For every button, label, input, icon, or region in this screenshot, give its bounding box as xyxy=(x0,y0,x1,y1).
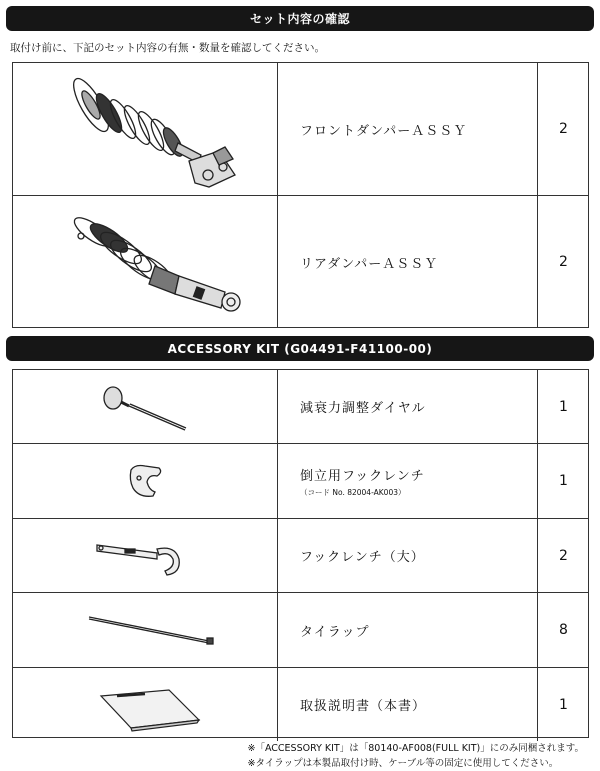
item-qty: 2 xyxy=(559,121,568,137)
item-name: 倒立用フックレンチ xyxy=(300,468,425,484)
item-code: （コード No. 82004-AK003） xyxy=(300,487,406,497)
item-qty: 2 xyxy=(559,254,568,270)
manual-icon xyxy=(13,668,277,741)
intro-text: 取付け前に、下記のセット内容の有無・数量を確認してください。 xyxy=(10,42,325,54)
item-qty: 1 xyxy=(559,473,568,489)
footnote: ※「ACCESSORY KIT」は「80140-AF008(FULL KIT)」にのみ同梱されます。 xyxy=(247,743,584,754)
table-row xyxy=(13,668,588,741)
accessory-table xyxy=(12,369,589,738)
table-row xyxy=(13,370,588,444)
front-damper-icon xyxy=(13,63,277,195)
item-qty: 8 xyxy=(559,622,568,638)
item-name: リアダンパーＡＳＳＹ xyxy=(300,256,439,272)
item-name: 取扱説明書（本書） xyxy=(300,699,427,714)
adjust-dial-icon xyxy=(13,370,277,443)
tie-wrap-icon xyxy=(13,593,277,667)
item-name: 減衰力調整ダイヤル xyxy=(300,401,426,416)
rear-damper-image-cell xyxy=(13,196,278,328)
rear-damper-icon xyxy=(13,196,277,328)
front-damper-image-cell xyxy=(13,63,278,195)
inverted-hook-wrench-icon xyxy=(13,444,277,518)
contents-table xyxy=(12,62,589,328)
footnote: ※タイラップは本製品取付け時、ケーブル等の固定に使用してください。 xyxy=(247,758,559,769)
table-row xyxy=(13,196,588,328)
table-row xyxy=(13,593,588,668)
table-row xyxy=(13,63,588,196)
hook-wrench-icon xyxy=(13,519,277,592)
table-row xyxy=(13,444,588,519)
item-name: フックレンチ（大） xyxy=(300,550,425,565)
item-name: フロントダンパーＡＳＳＹ xyxy=(300,123,468,139)
item-qty: 1 xyxy=(559,398,568,415)
section-title-accessory-kit: ACCESSORY KIT (G04491-F41100-00) xyxy=(6,336,594,361)
footnotes xyxy=(247,741,584,771)
section-title-contents: セット内容の確認 xyxy=(6,6,594,31)
item-qty: 2 xyxy=(559,547,568,564)
table-row xyxy=(13,519,588,593)
item-name: タイラップ xyxy=(300,624,370,640)
item-qty: 1 xyxy=(559,696,568,713)
